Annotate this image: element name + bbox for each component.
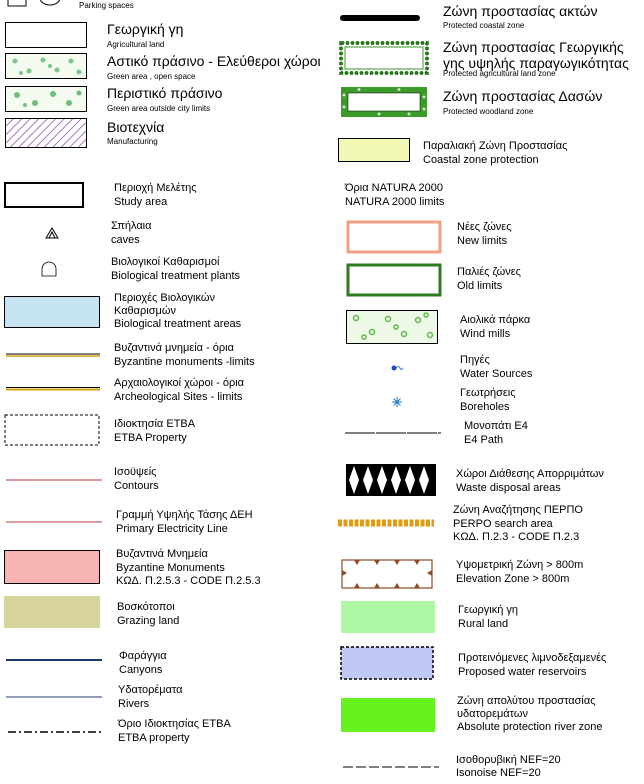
rural-gr: Γεωργική γη [458, 604, 519, 616]
canyons-en: Canyons [119, 664, 163, 676]
coastal-protection-gr: Παραλιακή Ζώνη Προστασίας [423, 140, 568, 152]
old-zones-en: Old limits [457, 280, 503, 292]
byzantine-monuments-en: Byzantine Monuments ΚΩΔ. Π.2.5.3 - CODE Π.2.5.3 [116, 562, 261, 587]
wind-mills-swatch [346, 310, 438, 344]
manufacturing-label: Βιοτεχνία [107, 119, 165, 135]
natura-gr: Όρια NATURA 2000 [345, 182, 443, 194]
treatment-plants-gr: Βιολογικοί Καθαρισμοί [111, 256, 220, 268]
canyons-line [6, 658, 102, 662]
power-line [6, 520, 102, 524]
boreholes-gr: Γεωτρήσεις [460, 387, 516, 399]
new-zones-swatch [346, 220, 442, 254]
treatment-areas-en: Biological treatment areas [114, 318, 242, 330]
contours-line [6, 478, 102, 482]
power-line-en: Primary Electricity Line [116, 523, 228, 535]
treatment-areas-swatch [4, 296, 100, 328]
new-zones-en: New limits [457, 235, 508, 247]
canyons-gr: Φαράγγια [119, 650, 167, 662]
rivers-gr: Υδατορέματα [118, 684, 183, 696]
contours-en: Contours [114, 480, 159, 492]
elevation-en: Elevation Zone > 800m [456, 573, 570, 585]
archaeological-en: Archeological Sites - limits [114, 391, 243, 403]
reservoirs-en: Proposed water reservoirs [458, 666, 587, 678]
waste-gr: Χώροι Διάθεσης Απορριμάτων [456, 468, 604, 480]
new-zones-gr: Νέες ζώνες [457, 221, 512, 233]
elevation-zone-swatch [340, 558, 434, 590]
byzantine-monuments-gr: Βυζαντινά Μνημεία [116, 548, 208, 560]
woodland-sublabel: Protected woodland zone [443, 107, 534, 116]
urban-green-sublabel: Green area , open space [107, 72, 196, 81]
perpo-en: PERPO search area ΚΩΔ. Π.2.3 - CODE Π.2.3 [453, 518, 580, 543]
rivers-line [6, 695, 102, 699]
grazing-gr: Βοσκότοποι [117, 601, 175, 613]
river-protection-en: Absolute protection river zone [457, 721, 603, 733]
perpo-gr: Ζώνη Αναζήτησης ΠΕΡΠΟ [453, 504, 583, 516]
isonoise-en: Isonoise NEF=20 [456, 767, 541, 779]
protected-agri-sublabel: Protected agricultural land zone [443, 69, 556, 78]
rural-en: Rural land [458, 618, 509, 630]
archaeological-gr: Αρχαιολογικοί χώροι - όρια [114, 377, 245, 389]
e4-path-line [345, 431, 441, 435]
boreholes-en: Boreholes [460, 401, 510, 413]
e4-path-gr: Μονοπάτι Ε4 [464, 420, 528, 432]
byzantine-monuments-swatch [4, 550, 100, 584]
treatment-plants-en: Biological treatment plants [111, 270, 241, 282]
cave-icon [44, 226, 60, 240]
peri-urban-green-label: Περιστικό πράσινο [107, 85, 223, 101]
e4-path-en: E4 Path [464, 434, 504, 446]
caves-gr: Σπήλαια [111, 220, 152, 232]
study-area-en: Study area [114, 196, 168, 208]
rural-land-swatch [341, 601, 435, 633]
waste-disposal-swatch [346, 464, 436, 496]
natura-en: NATURA 2000 limits [345, 196, 445, 208]
water-sources-en: Water Sources [460, 368, 533, 380]
parking-label: Parking spaces [79, 1, 134, 10]
coastal-zone-sublabel: Protected coastal zone [443, 21, 525, 30]
river-protection-gr: Ζώνη απολύτου προστασίας υδατορεμάτων [457, 695, 596, 720]
old-zones-swatch [346, 263, 442, 297]
etba-limit-line [8, 730, 104, 734]
manufacturing-sublabel: Manufacturing [107, 137, 158, 146]
coastal-zone-line [341, 13, 421, 23]
protected-agri-label: Ζώνη προστασίας Γεωργικής γης υψηλής παραγωγικότητας [443, 39, 629, 71]
rivers-en: Rivers [118, 698, 150, 710]
coastal-zone-label: Ζώνη προστασίας ακτών [443, 3, 598, 19]
manufacturing-swatch [5, 118, 87, 148]
water-source-icon [390, 364, 406, 372]
river-protection-swatch [341, 698, 435, 732]
wind-mills-gr: Αιολικά πάρκα [460, 314, 531, 326]
etba-property-swatch [4, 414, 100, 446]
peri-urban-green-sublabel: Green area outside city limits [107, 104, 211, 113]
etba-property-en: ΕΤΒΑ Property [114, 432, 187, 444]
archaeological-limits-line [6, 386, 100, 392]
water-sources-gr: Πηγές [460, 354, 490, 366]
peri-urban-green-swatch [5, 86, 87, 112]
agricultural-land-swatch [5, 22, 87, 48]
etba-property-gr: Ιδιοκτησία ΕΤΒΑ [114, 418, 196, 430]
urban-green-label: Αστικό πράσινο - Ελεύθεροι χώροι [107, 53, 321, 69]
woodland-swatch [339, 85, 429, 119]
isonoise-line [343, 765, 439, 769]
agricultural-land-label: Γεωργική γη [107, 21, 184, 37]
study-area-gr: Περιοχή Μελέτης [114, 182, 197, 194]
treatment-areas-gr: Περιοχές Βιολογικών Καθαρισμών [114, 292, 215, 317]
coastal-protection-swatch [338, 138, 410, 162]
woodland-label: Ζώνη προστασίας Δασών [443, 88, 603, 104]
treatment-plant-icon [40, 262, 58, 278]
coastal-protection-en: Coastal zone protection [423, 154, 539, 166]
etba-limit-en: ΕΤΒΑ property [118, 732, 190, 744]
power-line-gr: Γραμμή Υψηλής Τάσης ΔΕΗ [116, 509, 253, 521]
wind-mills-en: Wind mills [460, 328, 511, 340]
waste-en: Waste disposal areas [456, 482, 561, 494]
contours-gr: Ισοϋψείς [114, 466, 157, 478]
byzantine-limits-gr: Βυζαντινά μνημεία - όρια [114, 342, 234, 354]
urban-green-swatch [5, 53, 87, 79]
borehole-icon [391, 396, 403, 408]
parking-symbol [4, 0, 64, 10]
study-area-swatch [4, 182, 84, 208]
perpo-line [338, 519, 434, 527]
reservoirs-gr: Προτεινόμενες λιμνοδεξαμενές [458, 652, 607, 664]
protected-agri-swatch [339, 41, 429, 75]
grazing-swatch [4, 596, 100, 628]
caves-en: caves [111, 234, 140, 246]
byzantine-limits-line [6, 352, 100, 358]
grazing-en: Grazing land [117, 615, 180, 627]
old-zones-gr: Παλιές ζώνες [457, 266, 521, 278]
etba-limit-gr: Όριο Ιδιοκτησίας ΕΤΒΑ [118, 718, 231, 730]
byzantine-limits-en: Byzantine monuments -limits [114, 356, 255, 368]
reservoirs-swatch [340, 646, 434, 680]
agricultural-land-sublabel: Agricultural land [107, 40, 165, 49]
isonoise-gr: Ισοθορυβική NEF=20 [456, 754, 561, 766]
elevation-gr: Υψομετρική Ζώνη > 800m [456, 559, 584, 571]
